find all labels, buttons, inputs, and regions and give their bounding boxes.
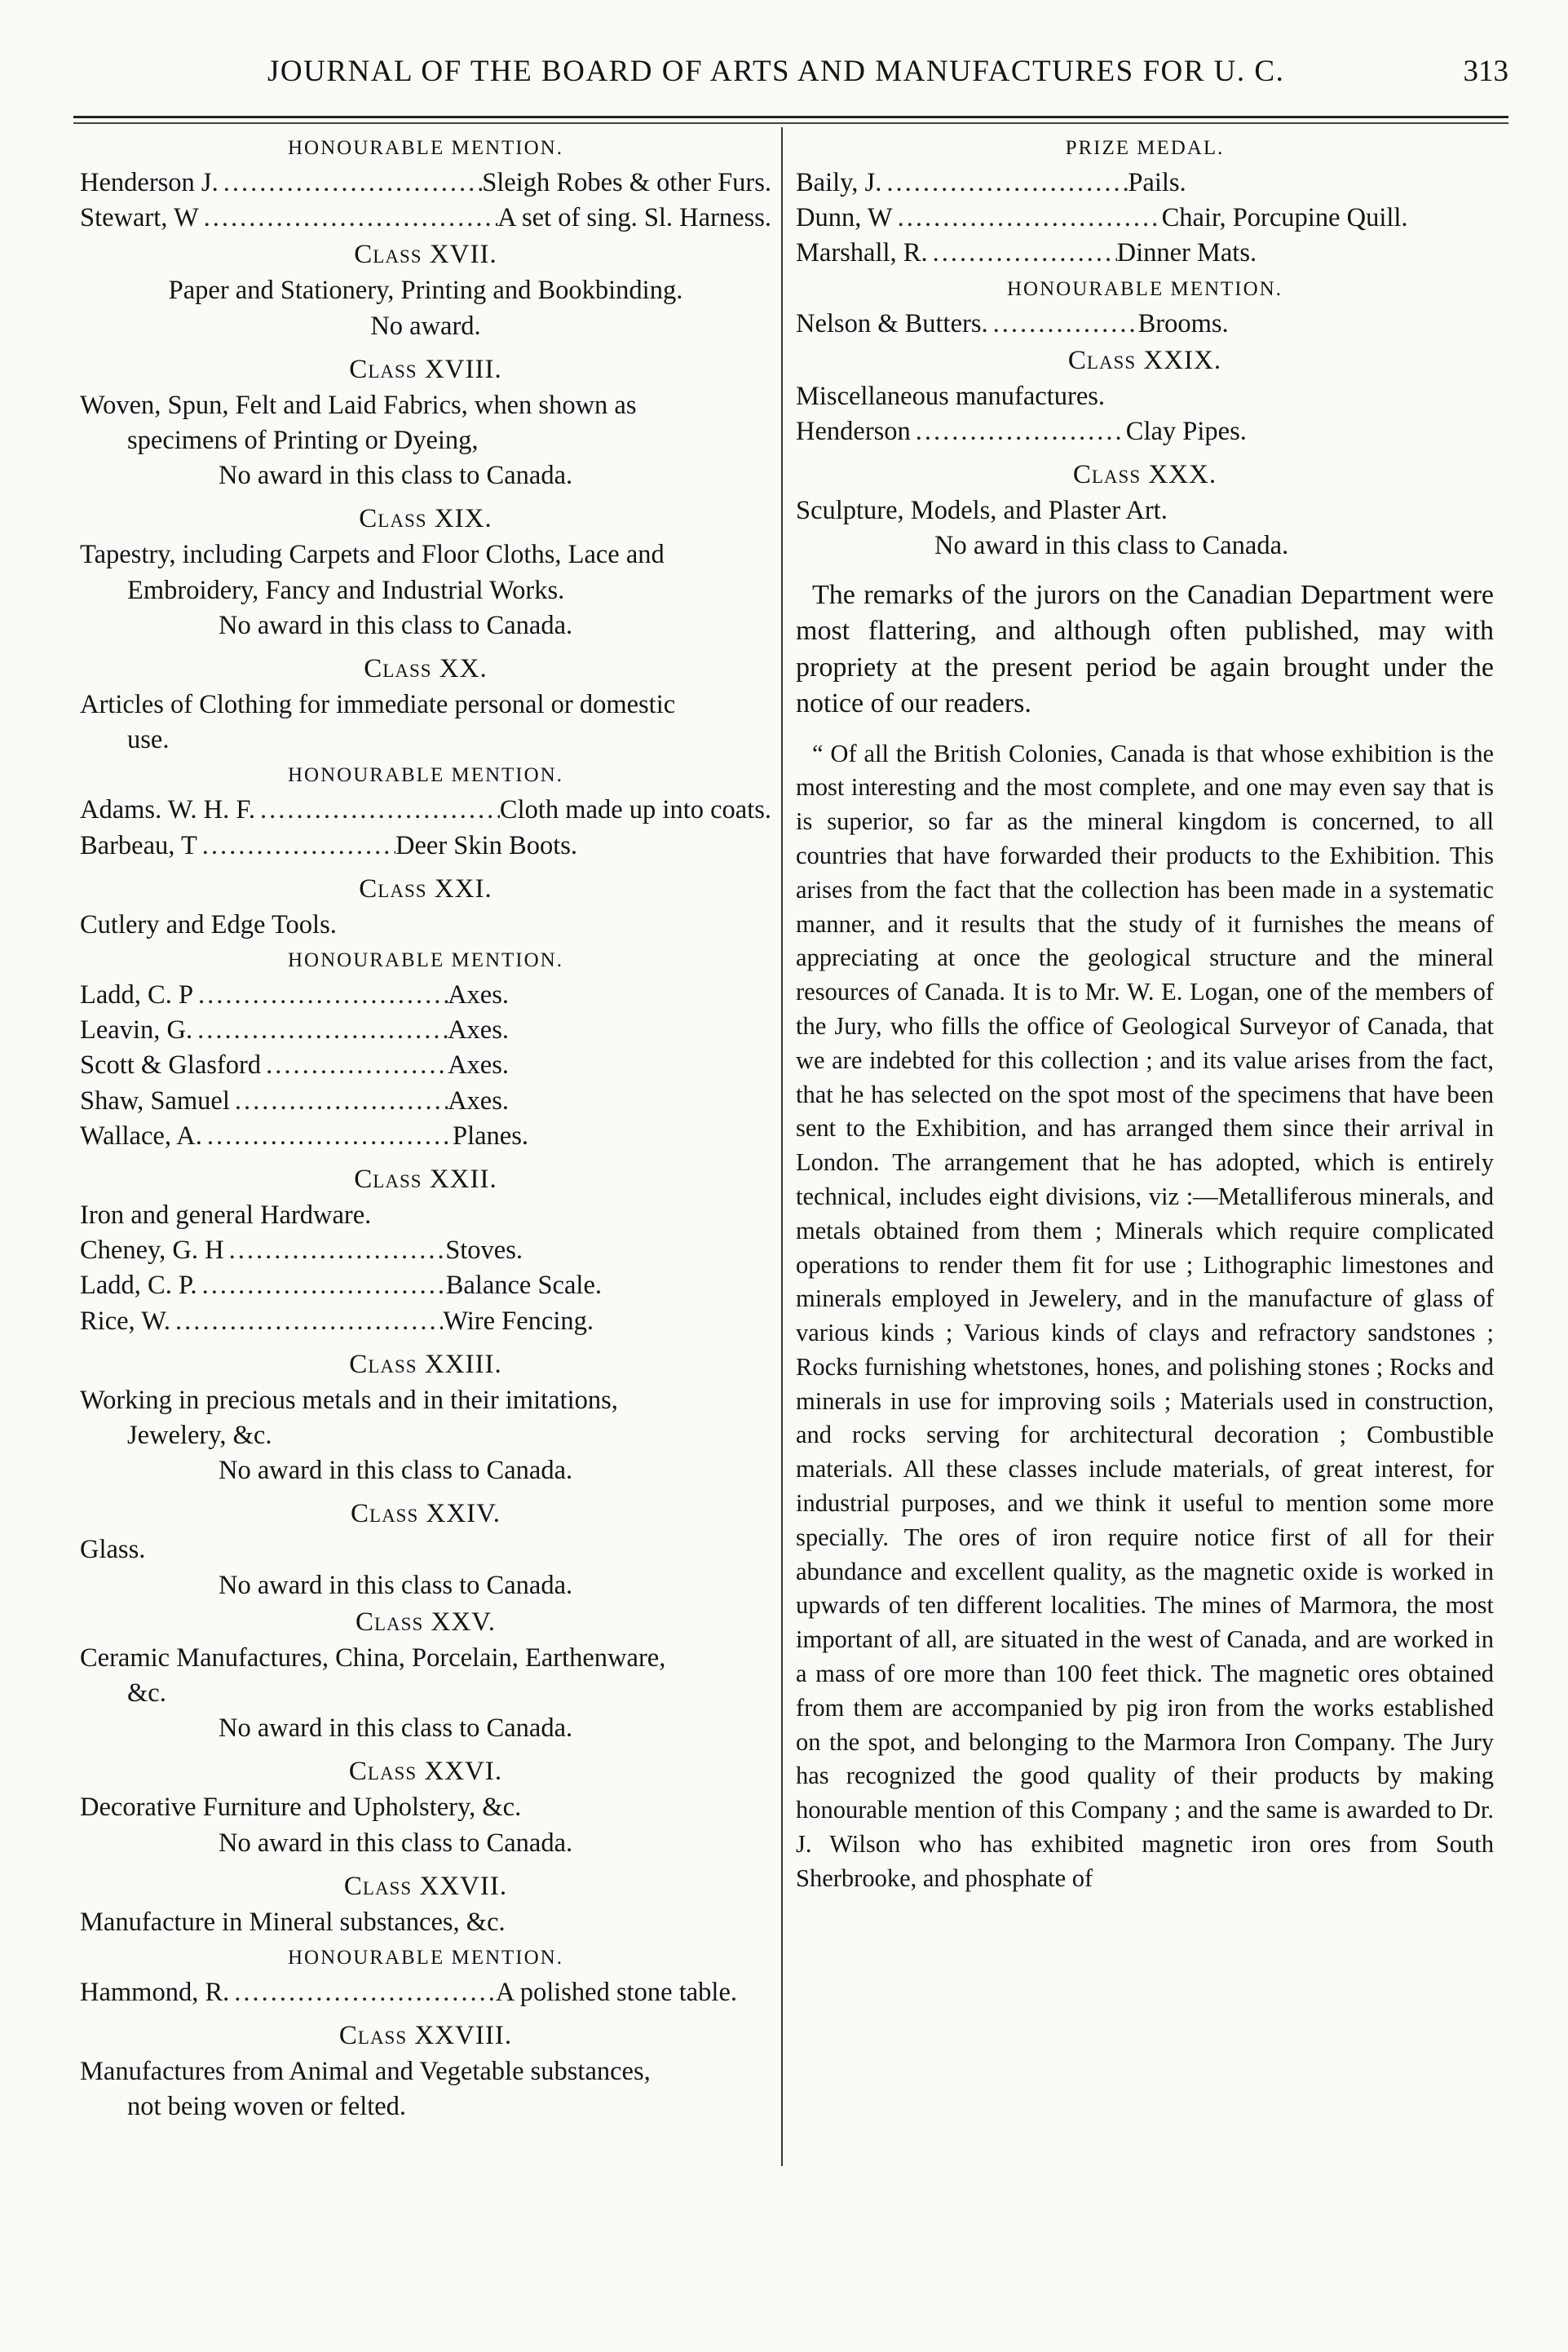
award-entry: Henderson J. ..... Sleigh Robes & other Furs. <box>80 166 771 201</box>
class-heading: Class XX. <box>364 654 488 683</box>
page-number: 313 <box>1463 55 1508 88</box>
award-note: No award in this class to Canada. <box>934 531 1289 561</box>
award-entry: Dunn, W ..... Chair, Porcupine Quill. <box>796 201 1494 236</box>
honourable-mention-heading: HONOURABLE MENTION. <box>288 764 563 787</box>
award-entry: Baily, J. ..... Pails. <box>796 166 1494 201</box>
body-paragraph: The remarks of the jurors on the Canadian Department were most flattering, and although often published, may with propriety at the present period be again brought under the notice of our readers. <box>796 579 1494 719</box>
left-column <box>80 130 771 2125</box>
column-divider <box>781 127 783 2166</box>
class-description: Tapestry, including Carpets and Floor Cloths, Lace and <box>80 540 665 570</box>
award-note: No award in this class to Canada. <box>219 1828 573 1858</box>
award-entry: Henderson ..... Clay Pipes. <box>796 414 1494 449</box>
class-description: Ceramic Manufactures, China, Porcelain, Earthenware, <box>80 1642 666 1673</box>
honourable-mention-heading: HONOURABLE MENTION. <box>288 948 563 971</box>
right-column <box>796 130 1494 1896</box>
class-description: &c. <box>127 1678 166 1708</box>
class-heading: Class XXI. <box>359 873 492 904</box>
running-title: JOURNAL OF THE BOARD OF ARTS AND MANUFACTURES FOR U. C. <box>267 55 1285 88</box>
award-entry: Rice, W. ..... Wire Fencing. <box>80 1304 771 1339</box>
class-description: Cutlery and Edge Tools. <box>80 909 337 939</box>
class-heading: Class XXIX. <box>1067 345 1222 375</box>
award-entry: Scott & Glasford ..... Axes. <box>80 1048 771 1083</box>
class-description: Jewelery, &c. <box>127 1420 272 1450</box>
class-heading: Class XVII. <box>354 240 497 270</box>
award-note: No award. <box>370 311 481 341</box>
class-description: Manufacture in Mineral substances, &c. <box>80 1907 506 1937</box>
class-heading: Class XXV. <box>355 1607 496 1637</box>
class-heading: Class XXX. <box>1072 460 1217 490</box>
body-paragraph-quote: “ Of all the British Colonies, Canada is that whose exhibition is the most interesting and the most complete, and one may even say that is is superior, so far as the mineral kingdom is concerned, to all countries that have forwarded their products to the Exhibition. This arises from the fact that the collection has been made in a systematic manner, and it results that the study of it furnishes the means of appreciating at once the geological structure and the mineral resources of Canada. It is to Mr. W. E. Logan, one of the members of the Jury, who fills the office of Geological Surveyor of Canada, that we are indebted for this collection ; and its value arises from the fact, that he has selected on the spot most of the specimens that have been sent to the Exhibition, and has arranged them since their arrival in London. The arrangement that he has adopted, which is entirely technical, includes eight divisions, viz :—Metalliferous minerals, and metals obtained from them ; Minerals which require complicated operations to render them fit for use ; Lithographic limestones and minerals employed in Jewelery, and in the manufacture of glass of various kinds ; Various kinds of clays and refractory sandstones ; Rocks furnishing whetstones, hones, and polishing stones ; Rocks and minerals in use for improving soils ; Materials used in construction, and rocks serving for architectural decoration ; Combustible materials. All these classes include materials, of great interest, for industrial purposes, and we think it useful to mention some more specially. The ores of iron require notice first of all for their abundance and excellent quality, as the magnetic oxide is worked in upwards of ten different localities. The mines of Marmora, the most important of all, are situated in the west of Canada, and are worked in a mass of ore more than 100 feet thick. The magnetic ores obtained from them are accompanied by pig iron from the works established on the spot, and belonging to the Marmora Iron Company. The Jury has recognized the good quality of their products by making honourable mention of this Company ; and the same is awarded to Dr. J. Wilson who has exhibited magnetic iron ores from South Sherbrooke, and phosphate of <box>796 739 1494 1892</box>
award-entry: Ladd, C. P ..... Axes. <box>80 978 771 1013</box>
class-description: Manufactures from Animal and Vegetable substances, <box>80 2057 651 2087</box>
class-description: Glass. <box>80 1535 146 1565</box>
class-description: Miscellaneous manufactures. <box>796 381 1106 411</box>
award-entry: Shaw, Samuel ..... Axes. <box>80 1084 771 1119</box>
award-entry: Leavin, G. ..... Axes. <box>80 1013 771 1048</box>
class-description: use. <box>127 725 170 755</box>
award-entry: Barbeau, T ..... Deer Skin Boots. <box>80 829 771 864</box>
class-heading: Class XXVII. <box>343 1871 508 1901</box>
header-rule <box>73 116 1508 118</box>
award-entry: Nelson & Butters. ..... Brooms. <box>796 307 1494 342</box>
class-description: Paper and Stationery, Printing and Bookbinding. <box>168 276 683 306</box>
class-heading: Class XXVI. <box>348 1757 503 1787</box>
class-description: not being woven or felted. <box>127 2092 407 2122</box>
class-description: Sculpture, Models, and Plaster Art. <box>796 496 1168 526</box>
award-note: No award in this class to Canada. <box>219 1456 573 1486</box>
award-entry: Wallace, A. ..... Planes. <box>80 1119 771 1154</box>
award-note: No award in this class to Canada. <box>219 610 573 640</box>
award-note: No award in this class to Canada. <box>219 1713 573 1744</box>
class-description: Articles of Clothing for immediate personal or domestic <box>80 690 676 719</box>
class-description: Working in precious metals and in their imitations, <box>80 1385 618 1415</box>
class-heading: Class XXIV. <box>351 1499 501 1529</box>
honourable-mention-heading: HONOURABLE MENTION. <box>288 1946 563 1969</box>
class-description: Woven, Spun, Felt and Laid Fabrics, when shown as <box>80 390 637 420</box>
award-entry: Adams. W. H. F. ..... Cloth made up into coats. <box>80 793 771 828</box>
header-rule-thin <box>73 122 1508 124</box>
award-entry: Hammond, R. ..... A polished stone table. <box>80 1975 771 2010</box>
class-heading: Class XXIII. <box>349 1349 502 1379</box>
class-description: Decorative Furniture and Upholstery, &c. <box>80 1793 522 1823</box>
page-header <box>73 54 1508 103</box>
class-heading: Class XXII. <box>354 1164 497 1194</box>
class-description: Iron and general Hardware. <box>80 1200 372 1230</box>
class-description: specimens of Printing or Dyeing, <box>127 425 479 455</box>
class-heading: Class XIX. <box>359 504 492 534</box>
award-entry: Stewart, W ..... A set of sing. Sl. Harness. <box>80 201 771 236</box>
class-heading: Class XXVIII. <box>338 2021 513 2051</box>
class-description: Embroidery, Fancy and Industrial Works. <box>127 575 565 605</box>
honourable-mention-heading: HONOURABLE MENTION. <box>1007 277 1283 300</box>
award-note: No award in this class to Canada. <box>219 1570 573 1600</box>
class-heading: Class XVIII. <box>349 354 502 384</box>
prize-medal-heading: PRIZE MEDAL. <box>1065 137 1225 159</box>
award-entry: Marshall, R. ..... Dinner Mats. <box>796 236 1494 271</box>
award-entry: Cheney, G. H ..... Stoves. <box>80 1233 771 1268</box>
award-note: No award in this class to Canada. <box>219 461 573 491</box>
award-entry: Ladd, C. P. ..... Balance Scale. <box>80 1268 771 1303</box>
honourable-mention-heading: HONOURABLE MENTION. <box>288 137 563 159</box>
